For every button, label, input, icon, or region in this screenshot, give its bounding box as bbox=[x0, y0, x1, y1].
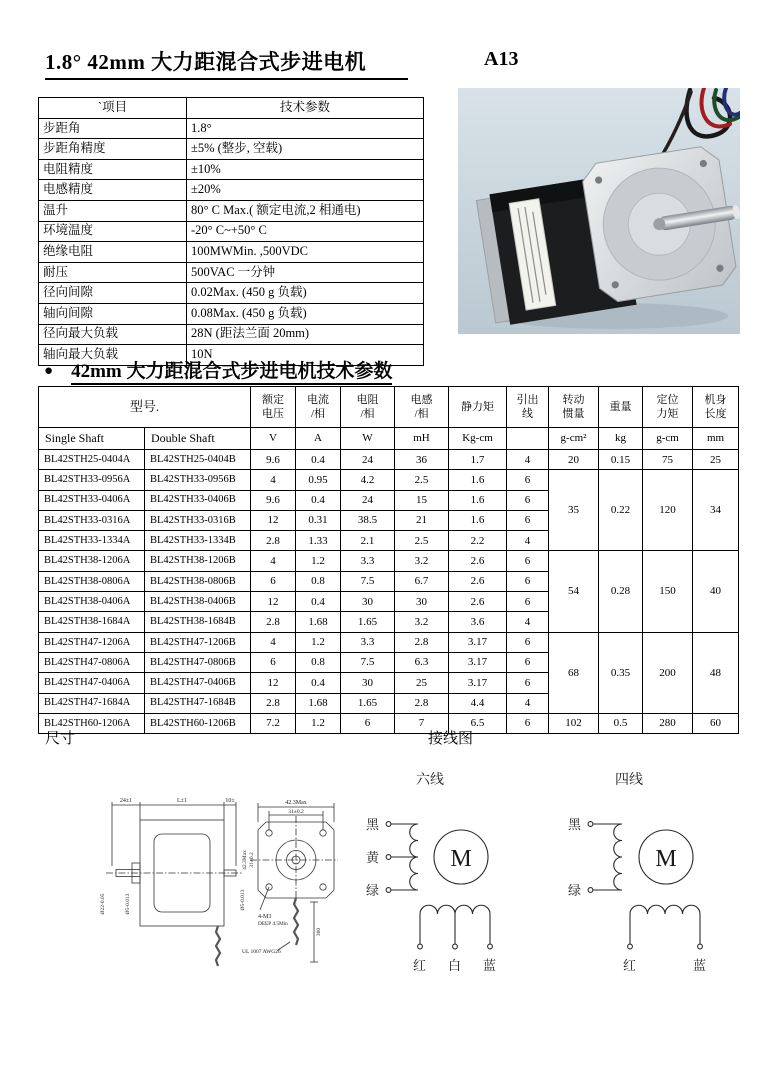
cell-double-shaft: BL42STH38-0406B bbox=[145, 592, 251, 612]
cell-body-length: 40 bbox=[693, 551, 739, 632]
cell-holding-torque: 2.6 bbox=[449, 551, 507, 571]
column-header-line2: /相 bbox=[414, 408, 429, 420]
column-header-line2: 长度 bbox=[704, 408, 727, 420]
cell-holding-torque: 3.6 bbox=[449, 612, 507, 632]
dim-hole-pitch-v: 31±0.2 bbox=[249, 852, 255, 868]
cell-inductance: 7 bbox=[395, 713, 449, 733]
cell-inductance: 36 bbox=[395, 450, 449, 470]
cell-weight: 0.5 bbox=[599, 713, 643, 733]
dimension-drawing bbox=[82, 792, 338, 977]
cell-current: 0.4 bbox=[296, 673, 341, 693]
cell-inductance: 30 bbox=[395, 592, 449, 612]
spec-value-cell: 80° C Max.( 额定电流,2 相通电) bbox=[187, 200, 424, 221]
column-header-line1: 静力矩 bbox=[461, 400, 494, 413]
section2-title: 42mm 大力距混合式步进电机技术参数 bbox=[71, 361, 392, 385]
cell-single-shaft: BL42STH33-0956A bbox=[39, 470, 145, 490]
cell-detent-torque: 120 bbox=[643, 470, 693, 551]
spec-table-body bbox=[39, 118, 424, 365]
six-wire-diagram bbox=[358, 762, 558, 982]
cell-weight: 0.35 bbox=[599, 632, 643, 713]
cell-resistance: 24 bbox=[341, 450, 395, 470]
cell-resistance: 4.2 bbox=[341, 470, 395, 490]
cell-lead-wires: 6 bbox=[507, 713, 549, 733]
spec-item-cell: 电感精度 bbox=[39, 180, 187, 201]
column-header-line2: 线 bbox=[522, 408, 533, 420]
wire-label-blue: 蓝 bbox=[483, 958, 497, 973]
dim-shaft-length: 24±1 bbox=[119, 798, 133, 804]
parameter-table bbox=[38, 386, 739, 734]
cell-inductance: 21 bbox=[395, 510, 449, 530]
cell-single-shaft: BL42STH47-1206A bbox=[39, 632, 145, 652]
column-header-line1: 电阻 bbox=[356, 393, 379, 406]
cell-detent-torque: 75 bbox=[643, 450, 693, 470]
cell-lead-wires: 6 bbox=[507, 632, 549, 652]
wire-label-blue: 蓝 bbox=[693, 958, 707, 973]
cell-double-shaft: BL42STH38-0806B bbox=[145, 571, 251, 591]
column-header-line2: 电压 bbox=[262, 408, 284, 420]
lead-length: 300 bbox=[316, 927, 322, 937]
column-header bbox=[643, 387, 693, 428]
spec-header-row bbox=[39, 98, 424, 119]
dim-front-height: 42.3Max bbox=[242, 850, 248, 870]
cell-single-shaft: BL42STH47-1684A bbox=[39, 693, 145, 713]
cell-double-shaft: BL42STH60-1206B bbox=[145, 713, 251, 733]
cell-body-length: 25 bbox=[693, 450, 739, 470]
cell-lead-wires: 4 bbox=[507, 450, 549, 470]
spec-row bbox=[39, 262, 424, 283]
wire-label-red: 红 bbox=[413, 958, 427, 973]
cell-double-shaft: BL42STH33-0406B bbox=[145, 490, 251, 510]
cell-resistance: 1.65 bbox=[341, 693, 395, 713]
cell-detent-torque: 200 bbox=[643, 632, 693, 713]
cell-holding-torque: 4.4 bbox=[449, 693, 507, 713]
cell-current: 0.4 bbox=[296, 592, 341, 612]
cell-lead-wires: 6 bbox=[507, 551, 549, 571]
spec-row bbox=[39, 303, 424, 324]
column-unit: g-cm bbox=[643, 428, 693, 450]
spec-value-cell: 10N bbox=[187, 345, 424, 366]
spec-value-cell: 500VAC 一分钟 bbox=[187, 262, 424, 283]
cell-single-shaft: BL42STH38-1206A bbox=[39, 551, 145, 571]
column-header-line1: 机身 bbox=[704, 393, 727, 406]
page-title: 1.8° 42mm 大力距混合式步进电机 bbox=[45, 46, 408, 80]
cell-holding-torque: 2.6 bbox=[449, 592, 507, 612]
cell-resistance: 3.3 bbox=[341, 551, 395, 571]
column-header-line1: 引出 bbox=[516, 393, 539, 406]
cell-weight: 0.15 bbox=[599, 450, 643, 470]
spec-value-cell: 100MWMin. ,500VDC bbox=[187, 242, 424, 263]
column-unit: kg bbox=[599, 428, 643, 450]
cell-resistance: 7.5 bbox=[341, 571, 395, 591]
spec-col2-header: 技术参数 bbox=[187, 98, 424, 119]
phase-a-coil bbox=[614, 824, 622, 890]
wiring-diagram-label: 接线图 bbox=[428, 731, 474, 747]
main-table-body bbox=[39, 450, 739, 734]
column-header bbox=[395, 387, 449, 428]
cell-detent-torque: 280 bbox=[643, 713, 693, 733]
cell-lead-wires: 6 bbox=[507, 571, 549, 591]
cell-rated-voltage: 12 bbox=[251, 510, 296, 530]
cell-holding-torque: 1.6 bbox=[449, 490, 507, 510]
spec-item-cell: 电阻精度 bbox=[39, 159, 187, 180]
screw-depth: DEEP 4.5Min bbox=[258, 921, 288, 927]
main-header-row2 bbox=[39, 428, 739, 450]
spec-row bbox=[39, 324, 424, 345]
wire-label-green: 绿 bbox=[568, 883, 582, 898]
column-header bbox=[507, 387, 549, 428]
spec-value-cell: ±10% bbox=[187, 159, 424, 180]
page-code: A13 bbox=[484, 48, 519, 70]
cell-current: 0.4 bbox=[296, 450, 341, 470]
cell-rated-voltage: 12 bbox=[251, 673, 296, 693]
column-header-line1: 定位 bbox=[656, 393, 679, 406]
cell-single-shaft: BL42STH38-0806A bbox=[39, 571, 145, 591]
cell-resistance: 7.5 bbox=[341, 652, 395, 672]
dim-front-width: 42.3Max bbox=[285, 800, 307, 806]
dim-hole-pitch: 31±0.2 bbox=[288, 809, 304, 815]
column-unit: g-cm² bbox=[549, 428, 599, 450]
cell-body-length: 48 bbox=[693, 632, 739, 713]
spec-item-cell: 径向间隙 bbox=[39, 283, 187, 304]
cell-single-shaft: BL42STH33-0406A bbox=[39, 490, 145, 510]
cell-inductance: 25 bbox=[395, 673, 449, 693]
cell-holding-torque: 1.6 bbox=[449, 470, 507, 490]
spec-item-cell: 步距角 bbox=[39, 118, 187, 139]
single-shaft-header: Single Shaft bbox=[39, 428, 145, 450]
wire-label-black: 黑 bbox=[568, 817, 582, 832]
column-header-line2: 力矩 bbox=[656, 408, 679, 420]
cell-inductance: 3.2 bbox=[395, 612, 449, 632]
cell-inductance: 2.8 bbox=[395, 693, 449, 713]
column-unit: mm bbox=[693, 428, 739, 450]
spec-row bbox=[39, 242, 424, 263]
spec-row bbox=[39, 200, 424, 221]
column-header bbox=[341, 387, 395, 428]
phase-b-coil bbox=[630, 905, 700, 914]
cell-lead-wires: 6 bbox=[507, 490, 549, 510]
lead-spec: UL 1007 AWG26 bbox=[242, 949, 281, 955]
cell-holding-torque: 6.5 bbox=[449, 713, 507, 733]
cell-rated-voltage: 4 bbox=[251, 551, 296, 571]
cell-single-shaft: BL42STH47-0806A bbox=[39, 652, 145, 672]
section2-heading bbox=[44, 356, 392, 383]
column-header-line1: 额定 bbox=[262, 393, 284, 406]
spec-row bbox=[39, 118, 424, 139]
column-unit: W bbox=[341, 428, 395, 450]
cell-current: 1.68 bbox=[296, 612, 341, 632]
cell-holding-torque: 3.17 bbox=[449, 652, 507, 672]
cell-double-shaft: BL42STH33-0956B bbox=[145, 470, 251, 490]
dim-rear-length: 10± bbox=[225, 798, 235, 804]
cell-rated-voltage: 2.8 bbox=[251, 693, 296, 713]
spec-item-cell: 轴向最大负载 bbox=[39, 345, 187, 366]
spec-row bbox=[39, 221, 424, 242]
cell-single-shaft: BL42STH38-1684A bbox=[39, 612, 145, 632]
spec-value-cell: 0.08Max. (450 g 负载) bbox=[187, 303, 424, 324]
spec-row bbox=[39, 180, 424, 201]
cell-lead-wires: 4 bbox=[507, 531, 549, 551]
cell-rotor-inertia: 54 bbox=[549, 551, 599, 632]
cell-resistance: 6 bbox=[341, 713, 395, 733]
cell-rated-voltage: 9.6 bbox=[251, 490, 296, 510]
double-shaft-header: Double Shaft bbox=[145, 428, 251, 450]
dim-shaft-diameter: Ø5-0.013 bbox=[125, 893, 131, 915]
column-header bbox=[296, 387, 341, 428]
cell-holding-torque: 2.2 bbox=[449, 531, 507, 551]
six-wire-title: 六线 bbox=[416, 773, 444, 788]
cell-rated-voltage: 2.8 bbox=[251, 612, 296, 632]
main-row bbox=[39, 470, 739, 490]
cell-rated-voltage: 7.2 bbox=[251, 713, 296, 733]
wire-label-yellow: 黄 bbox=[366, 850, 380, 865]
column-header-line1: 重量 bbox=[609, 400, 632, 413]
wire-label-white: 白 bbox=[448, 958, 462, 973]
motor-letter: M bbox=[450, 846, 472, 872]
cell-resistance: 1.65 bbox=[341, 612, 395, 632]
cell-weight: 0.22 bbox=[599, 470, 643, 551]
cell-inductance: 3.2 bbox=[395, 551, 449, 571]
cell-lead-wires: 6 bbox=[507, 510, 549, 530]
cell-holding-torque: 2.6 bbox=[449, 571, 507, 591]
cell-current: 0.4 bbox=[296, 490, 341, 510]
column-unit: mH bbox=[395, 428, 449, 450]
column-header bbox=[549, 387, 599, 428]
spec-item-cell: 步距角精度 bbox=[39, 139, 187, 160]
spec-item-cell: 轴向间隙 bbox=[39, 303, 187, 324]
cell-inductance: 2.5 bbox=[395, 470, 449, 490]
cell-current: 0.31 bbox=[296, 510, 341, 530]
cell-resistance: 2.1 bbox=[341, 531, 395, 551]
spec-table bbox=[38, 97, 424, 366]
cell-current: 0.95 bbox=[296, 470, 341, 490]
cell-rotor-inertia: 102 bbox=[549, 713, 599, 733]
cell-holding-torque: 3.17 bbox=[449, 632, 507, 652]
column-header-line2: /相 bbox=[310, 408, 326, 420]
cell-inductance: 6.3 bbox=[395, 652, 449, 672]
dim-rear-shaft-diameter: Ø5-0.013 bbox=[240, 889, 246, 911]
column-header-line1: 电流 bbox=[307, 393, 329, 406]
cell-resistance: 3.3 bbox=[341, 632, 395, 652]
cell-lead-wires: 6 bbox=[507, 592, 549, 612]
cell-double-shaft: BL42STH47-1684B bbox=[145, 693, 251, 713]
cell-inductance: 2.8 bbox=[395, 632, 449, 652]
spec-value-cell: ±5% (整步, 空载) bbox=[187, 139, 424, 160]
column-header bbox=[599, 387, 643, 428]
cell-single-shaft: BL42STH25-0404A bbox=[39, 450, 145, 470]
spec-item-cell: 耐压 bbox=[39, 262, 187, 283]
cell-double-shaft: BL42STH47-1206B bbox=[145, 632, 251, 652]
cell-detent-torque: 150 bbox=[643, 551, 693, 632]
cell-single-shaft: BL42STH47-0406A bbox=[39, 673, 145, 693]
cell-inductance: 6.7 bbox=[395, 571, 449, 591]
cell-lead-wires: 4 bbox=[507, 693, 549, 713]
column-unit: Kg-cm bbox=[449, 428, 507, 450]
cell-resistance: 30 bbox=[341, 673, 395, 693]
wire-label-green: 绿 bbox=[366, 883, 380, 898]
cell-rated-voltage: 4 bbox=[251, 470, 296, 490]
spec-row bbox=[39, 283, 424, 304]
cell-resistance: 30 bbox=[341, 592, 395, 612]
spec-item-cell: 温升 bbox=[39, 200, 187, 221]
spec-value-cell: ±20% bbox=[187, 180, 424, 201]
cell-holding-torque: 1.6 bbox=[449, 510, 507, 530]
cell-single-shaft: BL42STH60-1206A bbox=[39, 713, 145, 733]
column-header-line1: 电感 bbox=[410, 393, 433, 406]
main-row bbox=[39, 551, 739, 571]
cell-resistance: 24 bbox=[341, 490, 395, 510]
cell-current: 0.8 bbox=[296, 652, 341, 672]
cell-lead-wires: 6 bbox=[507, 673, 549, 693]
cell-rated-voltage: 6 bbox=[251, 571, 296, 591]
cell-double-shaft: BL42STH38-1206B bbox=[145, 551, 251, 571]
cell-current: 1.2 bbox=[296, 551, 341, 571]
column-header-line1: 转动 bbox=[562, 393, 585, 406]
cell-body-length: 60 bbox=[693, 713, 739, 733]
cell-lead-wires: 6 bbox=[507, 470, 549, 490]
column-header bbox=[693, 387, 739, 428]
column-unit: A bbox=[296, 428, 341, 450]
cell-current: 1.2 bbox=[296, 713, 341, 733]
spec-value-cell: 28N (距法兰面 20mm) bbox=[187, 324, 424, 345]
spec-row bbox=[39, 159, 424, 180]
cell-lead-wires: 6 bbox=[507, 652, 549, 672]
cell-single-shaft: BL42STH33-0316A bbox=[39, 510, 145, 530]
main-row bbox=[39, 713, 739, 733]
cell-lead-wires: 4 bbox=[507, 612, 549, 632]
phase-b-coil bbox=[420, 905, 490, 914]
dim-boss-diameter: Ø22-0.05 bbox=[100, 893, 106, 915]
four-wire-title: 四线 bbox=[615, 773, 643, 788]
cell-inductance: 2.5 bbox=[395, 531, 449, 551]
front-lead-wire bbox=[294, 898, 298, 945]
cell-single-shaft: BL42STH33-1334A bbox=[39, 531, 145, 551]
side-lead-wire bbox=[216, 926, 220, 966]
cell-rotor-inertia: 35 bbox=[549, 470, 599, 551]
cell-double-shaft: BL42STH33-1334B bbox=[145, 531, 251, 551]
cell-holding-torque: 1.7 bbox=[449, 450, 507, 470]
cell-holding-torque: 3.17 bbox=[449, 673, 507, 693]
cell-rated-voltage: 6 bbox=[251, 652, 296, 672]
screw-spec: 4-M3 bbox=[258, 914, 272, 920]
cell-current: 1.33 bbox=[296, 531, 341, 551]
model-header: 型号. bbox=[39, 387, 251, 428]
spec-item-cell: 径向最大负载 bbox=[39, 324, 187, 345]
cell-double-shaft: BL42STH25-0404B bbox=[145, 450, 251, 470]
spec-item-cell: 绝缘电阻 bbox=[39, 242, 187, 263]
cell-rated-voltage: 4 bbox=[251, 632, 296, 652]
wire-label-black: 黑 bbox=[366, 817, 380, 832]
cell-inductance: 15 bbox=[395, 490, 449, 510]
cell-resistance: 38.5 bbox=[341, 510, 395, 530]
main-header-row1 bbox=[39, 387, 739, 428]
cell-rated-voltage: 12 bbox=[251, 592, 296, 612]
cell-body-length: 34 bbox=[693, 470, 739, 551]
cell-current: 1.2 bbox=[296, 632, 341, 652]
cell-rotor-inertia: 68 bbox=[549, 632, 599, 713]
cell-double-shaft: BL42STH33-0316B bbox=[145, 510, 251, 530]
spec-item-cell: 环境温度 bbox=[39, 221, 187, 242]
column-header-line2: /相 bbox=[360, 408, 375, 420]
column-header bbox=[449, 387, 507, 428]
spec-value-cell: 1.8° bbox=[187, 118, 424, 139]
bullet-icon: ● bbox=[44, 363, 54, 379]
main-row bbox=[39, 632, 739, 652]
column-unit bbox=[507, 428, 549, 450]
column-header-line2: 惯量 bbox=[562, 408, 585, 420]
main-row bbox=[39, 450, 739, 470]
cell-single-shaft: BL42STH38-0406A bbox=[39, 592, 145, 612]
cell-weight: 0.28 bbox=[599, 551, 643, 632]
wire-label-red: 红 bbox=[623, 958, 637, 973]
motor-photo bbox=[458, 88, 740, 334]
column-unit: V bbox=[251, 428, 296, 450]
dimensions-label: 尺寸 bbox=[45, 731, 76, 747]
dim-body-length: L±1 bbox=[177, 798, 187, 804]
cell-rotor-inertia: 20 bbox=[549, 450, 599, 470]
spec-row bbox=[39, 139, 424, 160]
four-wire-diagram bbox=[560, 762, 765, 982]
spec-value-cell: 0.02Max. (450 g 负载) bbox=[187, 283, 424, 304]
cell-double-shaft: BL42STH38-1684B bbox=[145, 612, 251, 632]
cell-rated-voltage: 9.6 bbox=[251, 450, 296, 470]
motor-letter: M bbox=[655, 846, 677, 872]
spec-col1-header: `项目 bbox=[39, 98, 187, 119]
cell-double-shaft: BL42STH47-0806B bbox=[145, 652, 251, 672]
cell-current: 0.8 bbox=[296, 571, 341, 591]
cell-double-shaft: BL42STH47-0406B bbox=[145, 673, 251, 693]
cell-current: 1.68 bbox=[296, 693, 341, 713]
spec-value-cell: -20° C~+50° C bbox=[187, 221, 424, 242]
column-header bbox=[251, 387, 296, 428]
cell-rated-voltage: 2.8 bbox=[251, 531, 296, 551]
